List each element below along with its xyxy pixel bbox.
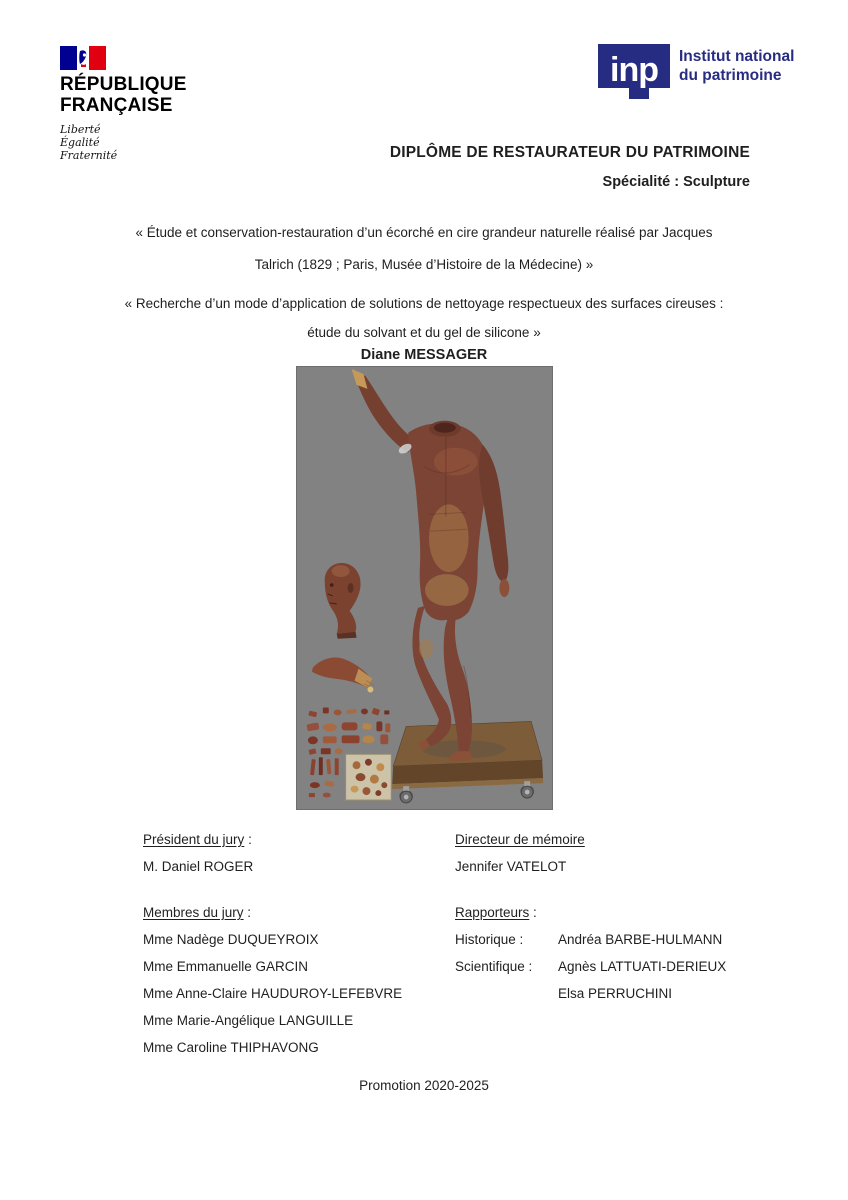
president-heading-label: Président du jury (143, 832, 245, 847)
members-heading-label: Membres du jury (143, 905, 244, 920)
republique-name (60, 74, 187, 116)
member-name: Mme Emmanuelle GARCIN (143, 959, 309, 974)
republique-line2: FRANÇAISE (60, 95, 173, 116)
member-name: Mme Caroline THIPHAVONG (143, 1040, 319, 1055)
ecorche-photo (296, 366, 553, 810)
rapporteur-discipline: Historique : (455, 932, 524, 947)
motto-liberte: Liberté (60, 123, 101, 136)
member-name: Mme Marie-Angélique LANGUILLE (143, 1013, 354, 1028)
inp-name-line2: du patrimoine (679, 67, 782, 84)
subject-quote1-line1: « Étude et conservation-restauration d’un écorché en cire grandeur naturelle réalisé par Jacques (135, 225, 713, 240)
president-heading (143, 826, 443, 853)
jury-right-spacer (455, 880, 795, 899)
specialty-subtitle: Spécialité : Sculpture (602, 174, 750, 190)
rapporteur-name: Andréa BARBE-HULMANN (558, 932, 723, 947)
author-name: Diane MESSAGER (360, 347, 488, 363)
rapporteur-name: Elsa PERRUCHINI (558, 986, 673, 1001)
rapporteurs-heading-colon: : (529, 905, 537, 920)
director-name: Jennifer VATELOT (455, 859, 567, 874)
motto-egalite: Égalité (60, 136, 100, 149)
jury-right-column (455, 826, 795, 1007)
subject-quote1-line2: Talrich (1829 ; Paris, Musée d’Histoire de la Médecine) » (254, 257, 594, 272)
president-name: M. Daniel ROGER (143, 859, 254, 874)
republique-motto (60, 123, 187, 162)
president-heading-colon: : (244, 832, 252, 847)
inp-mark-icon (598, 44, 670, 100)
rapporteur-discipline: Scientifique : (455, 959, 533, 974)
subject-quote2-line2: étude du solvant et du gel de silicone » (307, 325, 541, 340)
inp-acronym: inp (610, 51, 658, 89)
members-heading-colon: : (243, 905, 252, 920)
republique-line1: RÉPUBLIQUE (60, 74, 187, 95)
rapporteur-row (455, 953, 795, 980)
inp-name (679, 47, 794, 85)
inp-logo (598, 44, 794, 100)
jury-left-spacer (143, 880, 443, 899)
fragments-box (346, 754, 392, 800)
rapporteur-name: Agnès LATTUATI-DERIEUX (558, 959, 727, 974)
inp-name-line1: Institut national (679, 48, 795, 65)
subject-quote2-line1: « Recherche d’un mode d’application de solutions de nettoyage respectueux des surfaces cireuses : (124, 296, 724, 311)
motto-fraternite: Fraternité (60, 149, 118, 162)
director-heading-label: Directeur de mémoire (455, 832, 585, 847)
diploma-title: DIPLÔME DE RESTAURATEUR DU PATRIMOINE (389, 144, 750, 161)
director-heading (455, 826, 795, 853)
rapporteurs-heading (455, 899, 795, 926)
promotion-year: Promotion 2020-2025 (359, 1078, 489, 1093)
title-block (390, 144, 750, 190)
member-name: Mme Anne-Claire HAUDUROY-LEFEBVRE (143, 986, 403, 1001)
members-heading (143, 899, 443, 926)
rapporteur-row (455, 926, 795, 953)
french-flag-icon (60, 46, 106, 70)
ecorche-photo-illustration (297, 367, 552, 809)
jury-left-column (143, 826, 443, 1061)
rapporteur-row (455, 980, 795, 1007)
member-name: Mme Nadège DUQUEYROIX (143, 932, 319, 947)
republique-francaise-logo (60, 46, 187, 162)
rapporteurs-heading-label: Rapporteurs (455, 905, 530, 920)
